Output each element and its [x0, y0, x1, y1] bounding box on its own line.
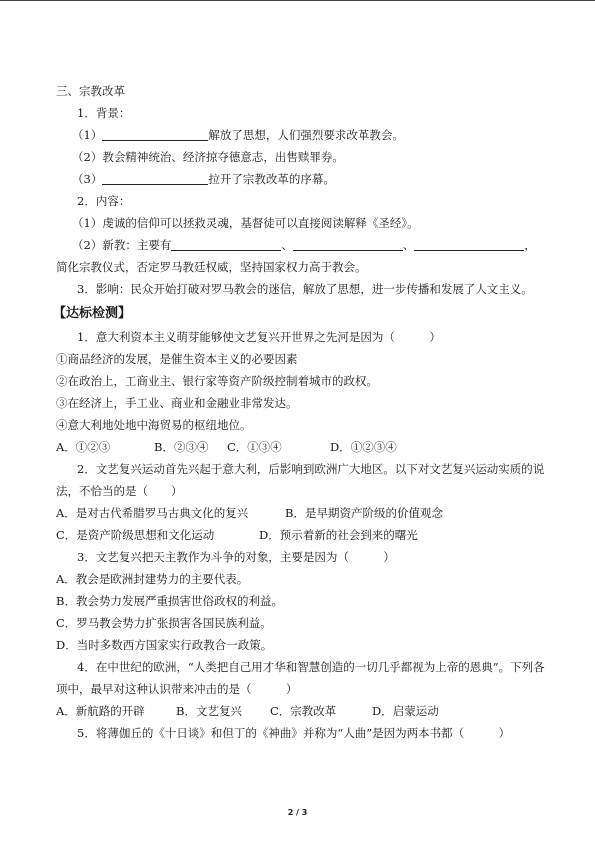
question-1-statement: ④意大利地处地中海贸易的枢纽地位。 [56, 418, 252, 432]
option-a[interactable]: A．教会是欧洲封建势力的主要代表。 [56, 572, 249, 586]
option-c[interactable]: C．①③④ [227, 440, 282, 454]
content-item-2-continued: 简化宗教仪式，否定罗马教廷权威，坚持国家权力高于教会。 [56, 260, 367, 274]
background-heading: 1．背景： [77, 106, 131, 120]
document-body [53, 80, 546, 744]
option-d[interactable]: D．①②③④ [330, 440, 397, 454]
option-b[interactable]: B．是早期资产阶级的价值观念 [285, 506, 443, 520]
option-d[interactable]: D．预示着新的社会到来的曙光 [259, 528, 418, 542]
page-top-border [0, 0, 595, 1]
question-2-options-cd [56, 524, 546, 546]
section-title: 三、宗教改革 [56, 84, 125, 98]
impact-paragraph: 3．影响：民众开始打破对罗马教会的迷信，解放了思想，进一步传播和发展了人文主义。 [77, 282, 533, 296]
option-c[interactable]: C．罗马教会势力扩张损害各国民族利益。 [56, 616, 272, 630]
option-a[interactable]: A．是对古代希腊罗马古典文化的复兴 [56, 506, 249, 520]
fill-blank-3[interactable] [171, 236, 281, 251]
content-item-2: （2）新教：主要有 、 、 ， [72, 238, 536, 252]
option-c[interactable]: C．宗教改革 [270, 704, 337, 718]
question-1-statement: ①商品经济的发展，是催生资本主义的必要因素 [56, 352, 298, 366]
option-a[interactable]: A．新航路的开辟 [56, 704, 145, 718]
background-item-3: （3） 拉开了宗教改革的序幕。 [72, 172, 335, 186]
option-d[interactable]: D．当时多数西方国家实行政教合一政策。 [56, 638, 273, 652]
question-1-statement: ③在经济上，手工业、商业和金融业非常发达。 [56, 396, 298, 410]
question-1-statement: ②在政治上，工商业主、银行家等资产阶级控制着城市的政权。 [56, 374, 378, 388]
question-1-options [56, 436, 546, 458]
option-d[interactable]: D．启蒙运动 [372, 704, 439, 718]
page-number: 2 / 3 [287, 808, 308, 817]
question-5-stem: 5．将薄伽丘的《十日谈》和但丁的《神曲》并称为“人曲”是因为两本书都（ ） [77, 726, 511, 740]
option-b[interactable]: B．文艺复兴 [176, 704, 242, 718]
question-4-stem: 4．在中世纪的欧洲，“人类把自己用才华和智慧创造的一切几乎都视为上帝的恩典”。下列各项中，最早对这种认识带来冲击的是（ ） [56, 660, 545, 696]
question-4-options [56, 700, 546, 722]
background-item-1: （1） 解放了思想，人们强烈要求改革教会。 [72, 128, 404, 142]
content-heading: 2．内容： [77, 194, 131, 208]
option-a[interactable]: A．①②③ [56, 440, 111, 454]
option-b[interactable]: B．②③④ [154, 440, 209, 454]
question-3-stem: 3．文艺复兴把天主教作为斗争的对象，主要是因为（ ） [77, 550, 395, 564]
question-2-options-ab [56, 502, 546, 524]
fill-blank-1[interactable] [102, 126, 208, 141]
fill-blank-5[interactable] [414, 236, 524, 251]
fill-blank-2[interactable] [102, 170, 208, 185]
background-item-2: （2）教会精神统治、经济掠夺德意志，出售赎罪券。 [72, 150, 344, 164]
fill-blank-4[interactable] [293, 236, 403, 251]
option-b[interactable]: B．教会势力发展严重损害世俗政权的利益。 [56, 594, 283, 608]
test-heading: 【达标检测】 [53, 306, 132, 321]
content-item-1: （1）虔诚的信仰可以拯救灵魂，基督徒可以直接阅读解释《圣经》。 [72, 216, 419, 230]
option-c[interactable]: C．是资产阶级思想和文化运动 [56, 528, 215, 542]
question-2-stem: 2．文艺复兴运动首先兴起于意大利，后影响到欧洲广大地区。以下对文艺复兴运动实质的说法，不恰当的是（ ） [56, 462, 545, 498]
question-1-stem: 1．意大利资本主义萌芽能够使文艺复兴开世界之先河是因为（ ） [77, 330, 441, 344]
